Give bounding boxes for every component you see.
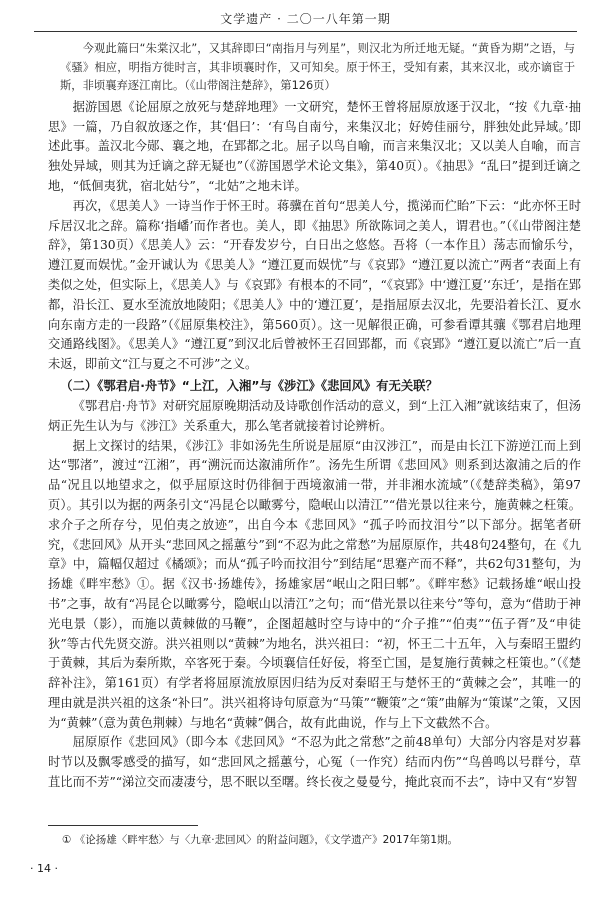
block-quote: 今观此篇曰“朱棠汉北”，又其辞即曰“南指月与列星”，则汉北为所迁地无疑。“黄昏为期”之语，与《骚》相应，明指方徙时言，其非顷襄时作，又可知矣。原于怀王，受知有素，其来汉北，或亦谪宦于斯，非顷襄弃逐江南比。（《山带阁注楚辞》，第126页） [60,42,575,93]
header-rule [34,31,577,32]
paragraph-4: 据上文探讨的结果，《涉江》非如汤先生所说是屈原“由汉涉江”，而是由长江下游逆江而上到达“鄂渚”，渡过“江湘”，再“溯沅而达溆浦所作”。汤先生所谓《悲回风》则系到达溆浦之后的作品“况且以地望求之，似乎屈原这时仍徘徊于西境溆浦一带，并非湘水流域”（《楚辞类稿》，第97页）。其引以为据的两条引文“冯昆仑以瞰雾兮，隐岷山以清江”“借光景以往来兮，施黄棘之枉策。求介子之所存兮，见伯夷之放迹”，出自今本《悲回风》“孤子吟而抆泪兮”以下部分。据笔者研究，《悲回风》从开头“悲回风之摇蕙兮”到“不忍为此之常愁”为屈原原作，共48句24整句，在《九章》中，篇幅仅超过《橘颂》；而从“孤子吟而抆泪兮”到结尾“思蹇产而不释”，共62句31整句，为扬雄《畔牢愁》①。据《汉书·扬雄传》，扬雄家居“岷山之阳曰郫”。《畔牢愁》记载扬雄“岷山投书”之事，故有“冯昆仑以瞰雾兮，隐岷山以清江”之句；而“借光景以往来兮”等句，意为“借助于神光电景（影），而施以黄棘做的马鞭”，企图超越时空与诗中的“介子推”“伯夷”“伍子胥”及“申徒狄”等古代先贤交游。洪兴祖则以“黄棘”为地名，洪兴祖曰：“初，怀王二十五年，入与秦昭王盟约于黄棘，其后为秦所欺，卒客死于秦。今顷襄信任好佞，将至亡国，是复施行黄棘之枉策也。”（《楚辞补注》，第161页）有学者将屈原流放原因归结为反对秦昭王与楚怀王的“黄棘之会”，其唯一的理由就是洪兴祖的这条“补曰”。洪兴祖将诗句原意为“马策”“鞭策”之“策”曲解为“策谋”之策，又因为“黄棘”（意为黄色荆棘）与地名“黄棘”偶合，故有此曲说，作与上下文截然不合。 [48,438,581,730]
footnote-text: 《论扬雄〈畔牢愁〉与〈九章·悲回风〉的附益问题》，《文学遗产》2017年第1期。 [74,834,459,846]
footnote-marker: ① [62,834,72,846]
page-number: · 14 · [30,862,58,875]
paragraph-5: 屈原原作《悲回风》（即今本《悲回风》“不忍为此之常愁”之前48单句）大部分内容是对岁暮时节以及飘零感受的描写，如“悲回风之摇蕙兮，心冤（一作究）结而内伤”“鸟兽鸣以号群兮，草苴比而不芳”“涕泣交而凄凄兮，思不眠以至曙。终长夜之曼曼兮，掩此哀而不去”，诗中又有“岁智 [48,735,581,790]
paragraph-2: 再次，《思美人》一诗当作于怀王时。蒋骥在首句“思美人兮，揽涕而伫眙”下云：“此亦怀王时斥居汉北之辞。篇称‘指嶓’而作者也。美人，即《抽思》所欲陈词之美人，谓君也。”（《山带阁注楚辞》，第130页）《思美人》云：“开春发岁兮，白日出之悠悠。吾将（一本作且）荡志而愉乐兮，遵江夏而娱忧。”金开诚认为《思美人》“遵江夏而娱忧”与《哀郢》“遵江夏以流亡”两者“表面上有类似之处，但实际上，《思美人》与《哀郢》有根本的不同”，“《哀郢》中‘遵江夏’‘东迁’，是指在郢都，沿长江、夏水至流放地陵阳；《思美人》中的‘遵江夏’，是指屈原去汉北，先要沿着长江、夏水向东南方走的一段路”（《屈原集校注》，第560页）。这一见解很正确，可参看谭其骧《鄂君启地理交通路线图》。《思美人》“遵江夏”到汉北后曾被怀王召回郢都，而《哀郢》“遵江夏以流亡”后一直未返，即前文“江与夏之不可涉”之义。 [48,198,581,372]
footnote-rule [48,825,198,826]
body-text [48,40,581,793]
paragraph-3: 《鄂君启·舟节》对研究屈原晚期活动及诗歌创作活动的意义，到“上江入湘”就该结束了，但汤炳正先生认为与《涉江》关系重大，那么笔者就接着讨论辨析。 [48,398,581,433]
section-subheading: （二）《鄂君启·舟节》“上江，入湘”与《涉江》《悲回风》有无关联？ [60,378,438,393]
running-header: 文学遗产 · 二〇一八年第一期 [220,12,391,26]
footnote [62,832,581,848]
paragraph-1: 据游国恩《论屈原之放死与楚辞地理》一文研究，楚怀王曾将屈原放逐于汉北，“按《九章·抽思》一篇，乃自叙放逐之作，其‘倡曰’：‘有鸟自南兮，来集汉北；好姱佳丽兮，胖独处此异域。’即述此事。盖汉北今郧、襄之地，在郢都之北。屈子以鸟自喻，而言来集汉北；又以美人自喻，而言独处异域，则其为迁谪之辞无疑也”（《游国恩学术论文集》，第40页）。《抽思》“乱曰”提到迁谪之地，“低佪夷犹，宿北姑兮”，“北姑”之地未详。 [48,99,581,193]
